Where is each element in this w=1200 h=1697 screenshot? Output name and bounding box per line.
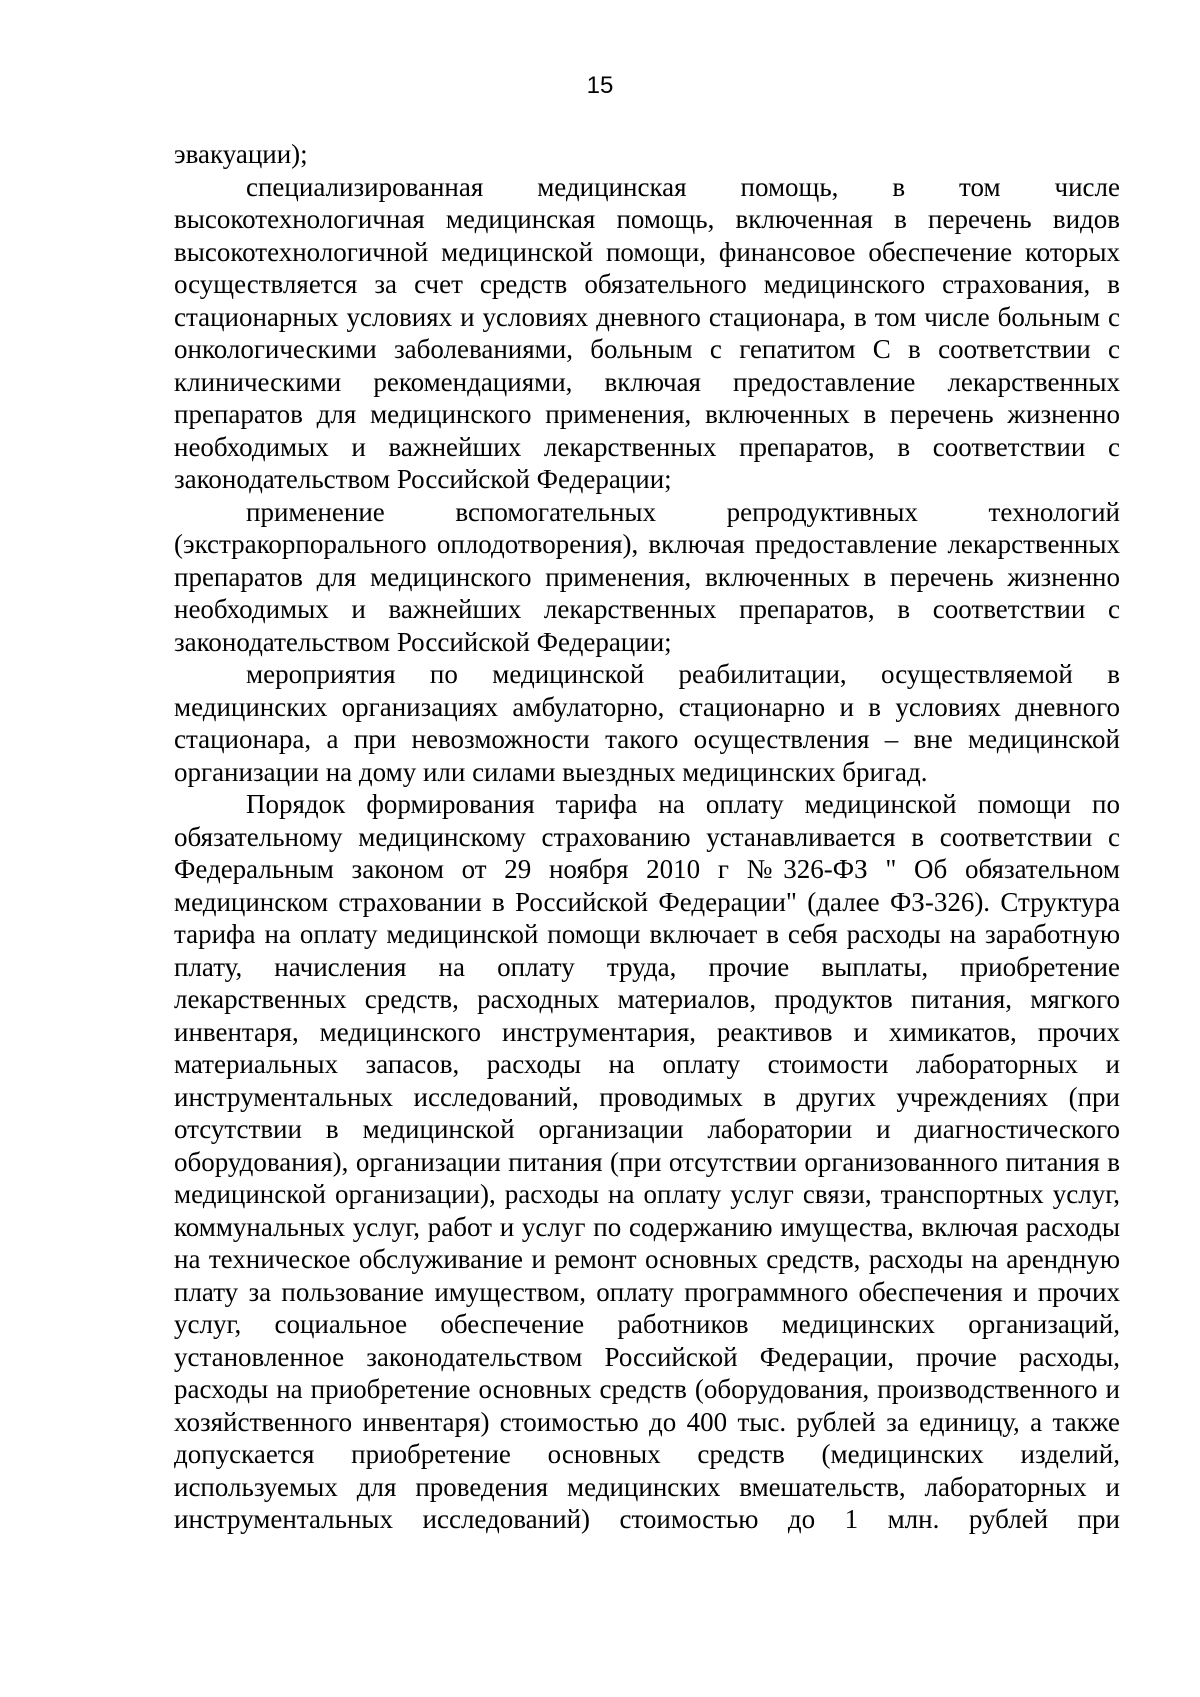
page-number: 15	[586, 72, 614, 99]
document-body	[174, 138, 1120, 1536]
paragraph-tariff-procedure: Порядок формирования тарифа на оплату медицинской помощи по обязательному медицинскому страхованию устанавливается в соответствии с Федеральным законом от 29 ноября 2010 г №326-ФЗ " Об обязательном медицинском страховании в Российской Федерации" (далее ФЗ-326). Структура тарифа на оплату медицинской помощи включает в себя расходы на заработную плату, начисления на оплату труда, прочие выплаты, приобретение лекарственных средств, расходных материалов, продуктов питания, мягкого инвентаря, медицинского инструментария, реактивов и химикатов, прочих материальных запасов, расходы на оплату стоимости лабораторных и инструментальных исследований, проводимых в других учреждениях (при отсутствии в медицинской организации лаборатории и диагностического оборудования), организации питания (при отсутствии организованного питания в медицинской организации), расходы на оплату услуг связи, транспортных услуг, коммунальных услуг, работ и услуг по содержанию имущества, включая расходы на техническое обслуживание и ремонт основных средств, расходы на арендную плату за пользование имуществом, оплату программного обеспечения и прочих услуг, социальное обеспечение работников медицинских организаций, установленное законодательством Российской Федерации, прочие расходы, расходы на приобретение основных средств (оборудования, производственного и хозяйственного инвентаря) стоимостью до 400 тыс. рублей за единицу, а также допускается приобретение основных средств (медицинских изделий, используемых для проведения медицинских вмешательств, лабораторных и инструментальных исследований) стоимостью до 1 млн. рублей при	[174, 789, 1120, 1534]
paragraph-evacuation-end: эвакуации);	[174, 139, 308, 169]
paragraph-rehabilitation: мероприятия по медицинской реабилитации, осуществляемой в медицинских организациях амбулаторно, стационарно и в условиях дневного стационара, а при невозможности такого осуществления – вне медицинской организации на дому или силами выездных медицинских бригад.	[174, 659, 1120, 787]
paragraph-reproductive-technologies: применение вспомогательных репродуктивных технологий (экстракорпорального оплодотворения), включая предоставление лекарственных препаратов для медицинского применения, включенных в перечень жизненно необходимых и важнейших лекарственных препаратов, в соответствии с законодательством Российской Федерации;	[174, 496, 1120, 657]
paragraph-specialized-care: специализированная медицинская помощь, в том числе высокотехнологичная медицинская помощь, включенная в перечень видов высокотехнологичной медицинской помощи, финансовое обеспечение которых осуществляется за счет средств обязательного медицинского страхования, в стационарных условиях и условиях дневного стационара, в том числе больным с онкологическими заболеваниями, больным с гепатитом С в соответствии с клиническими рекомендациями, включая предоставление лекарственных препаратов для медицинского применения, включенных в перечень жизненно необходимых и важнейших лекарственных препаратов, в соответствии с законодательством Российской Федерации;	[174, 171, 1120, 494]
